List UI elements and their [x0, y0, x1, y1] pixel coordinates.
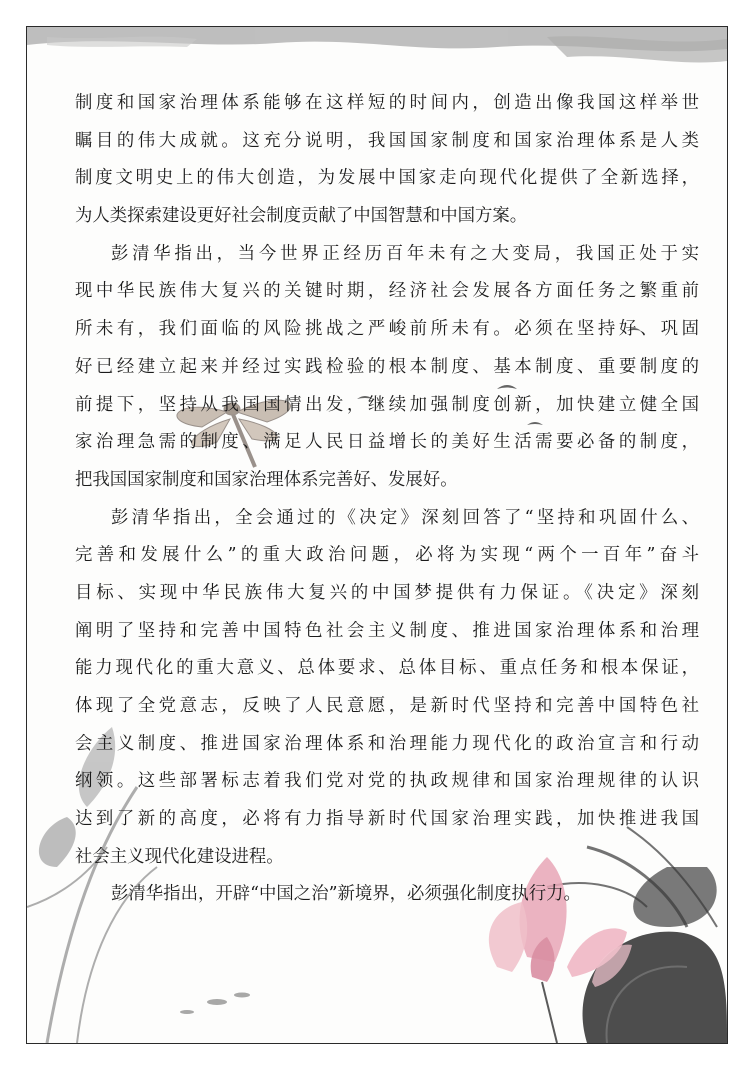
text-line: 现中华民族伟大复兴的关键时期，经济社会发展各方面任务之繁重前 — [75, 281, 699, 302]
text-line: 把我国国家制度和国家治理体系完善好、发展好。 — [75, 469, 458, 490]
text-line: 制度和国家治理体系能够在这样短的时间内，创造出像我国这样举世 — [75, 93, 699, 113]
text-line: 社会主义现代化建设进程。 — [75, 846, 284, 867]
ink-wash-top — [27, 27, 727, 63]
text-line: 瞩目的伟大成就。这充分说明，我国国家制度和国家治理体系是人类 — [75, 130, 699, 151]
text-line: 制度文明史上的伟大创造，为发展中国家走向现代化提供了全新选择， — [75, 168, 699, 189]
text-line: 目标、实现中华民族伟大复兴的中国梦提供有力保证。《决定》深刻 — [75, 582, 699, 603]
text-line: 好已经建立起来并经过实践检验的根本制度、基本制度、重要制度的 — [75, 356, 699, 377]
article-body — [75, 85, 699, 914]
text-line: 能力现代化的重大意义、总体要求、总体目标、重点任务和根本保证， — [75, 658, 699, 679]
fish-illustration — [180, 993, 250, 1015]
text-line: 为人类探索建设更好社会制度贡献了中国智慧和中国方案。 — [75, 206, 528, 227]
paragraph-start-line: 彭清华指出，当今世界正经历百年未有之大变局，我国正处于实 — [111, 243, 699, 264]
text-line: 体现了全党意志，反映了人民意愿，是新时代坚持和完善中国特色社 — [75, 696, 699, 716]
text-line: 阐明了坚持和完善中国特色社会主义制度、推进国家治理体系和治理 — [75, 620, 699, 641]
text-line: 所未有，我们面临的风险挑战之严峻前所未有。必须在坚持好、巩固 — [75, 319, 699, 340]
text-line: 前提下，坚持从我国国情出发，继续加强制度创新，加快建立健全国 — [75, 394, 699, 415]
text-line: 完善和发展什么”的重大政治问题，必将为实现“两个一百年”奋斗 — [75, 545, 699, 566]
paragraph-start-line: 彭清华指出，全会通过的《决定》深刻回答了“坚持和巩固什么、 — [111, 507, 699, 528]
text-line: 纲领。这些部署标志着我们党对党的执政规律和国家治理规律的认识 — [75, 771, 699, 792]
paragraph-start-line: 彭清华指出，开辟“中国之治”新境界，必须强化制度执行力。 — [111, 884, 581, 905]
text-line: 家治理急需的制度、满足人民日益增长的美好生活需要必备的制度， — [75, 432, 699, 453]
document-page — [26, 26, 728, 1044]
text-line: 会主义制度、推进国家治理体系和治理能力现代化的政治宣言和行动 — [75, 733, 699, 754]
text-line: 达到了新的高度，必将有力指导新时代国家治理实践，加快推进我国 — [75, 809, 699, 830]
